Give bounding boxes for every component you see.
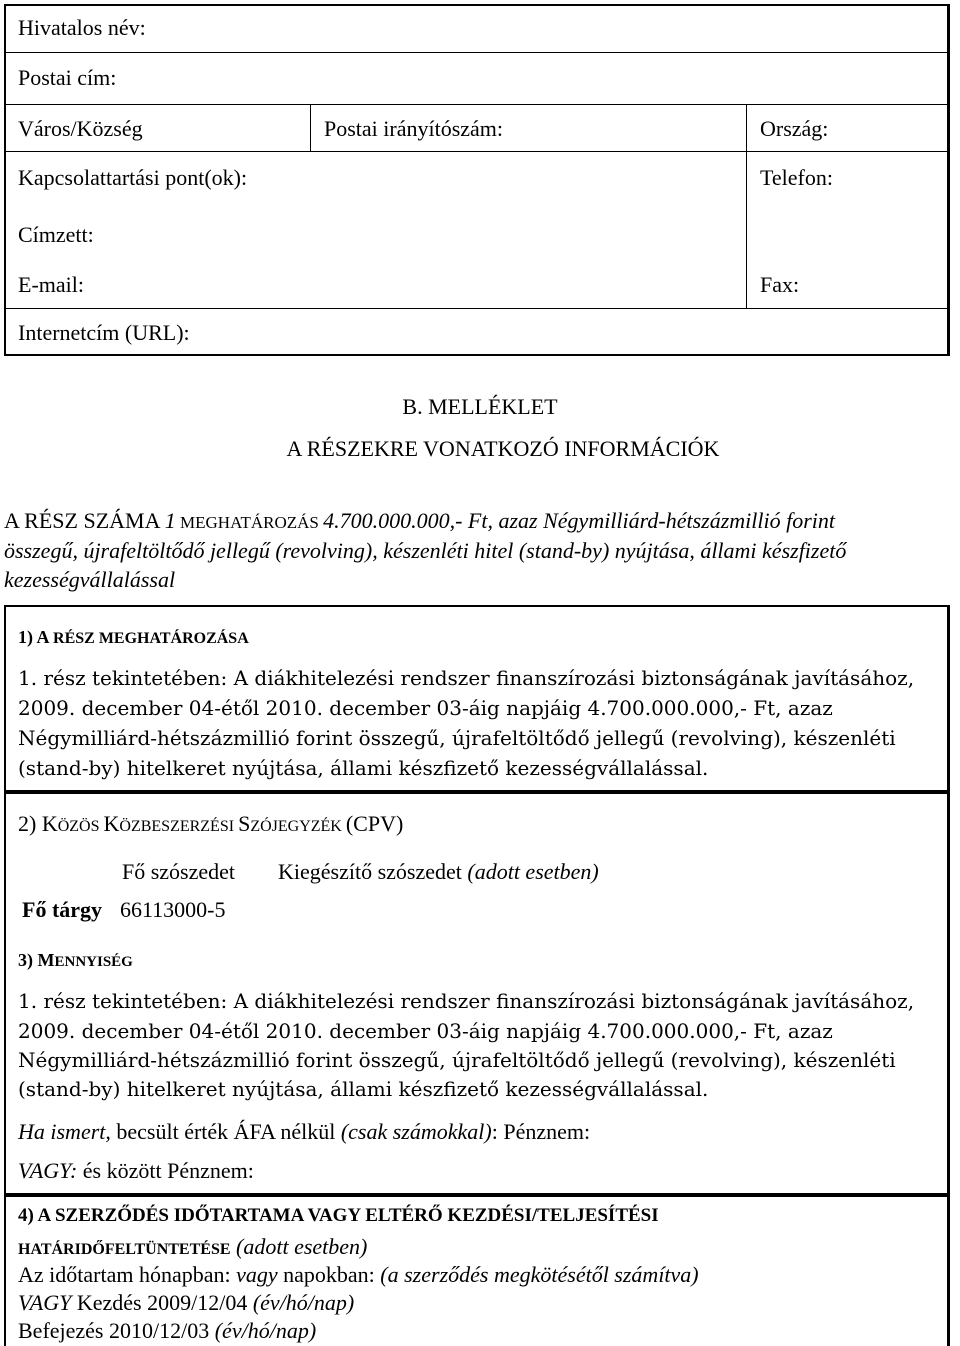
part-number: 1 [164,508,176,533]
part-header-line2: összegű, újrafeltöltődő jellegű (revolving), készenléti hitel (stand-by) nyújtása, állami készfizető [4,538,847,563]
start-date-line [18,1290,354,1316]
start-format: (év/hó/nap) [252,1290,355,1315]
estimated-value-d: : Pénznem: [491,1119,591,1144]
duration-d: (a szerződés megkötésétől számítva) [380,1262,699,1287]
part-header-line3: kezességvállalással [4,567,176,592]
duration-line [18,1262,699,1288]
phone-label: Telefon: [760,165,833,190]
country-label: Ország: [760,116,829,141]
cpv-code: 66113000-5 [120,897,226,922]
city-label: Város/Község [18,116,143,141]
duration-c: napokban: [277,1262,381,1287]
section1-heading-text: RÉSZ MEGHATÁROZÁSA [53,630,249,647]
duration-b: vagy [236,1262,278,1287]
annex-title: B. MELLÉKLET [402,394,558,419]
row-divider [6,308,947,309]
section1-line: 2009. december 04-étől 2010. december 03-áig napjáig 4.700.000.000,- Ft, azaz [18,696,833,720]
section4-heading-line2 [18,1234,367,1260]
section3-heading-b: ENNYISÉG [54,954,133,970]
section3-line: (stand-by) hitelkeret nyújtása, állami készfizető kezességvállalással. [18,1077,709,1101]
section3-line: 2009. december 04-étől 2010. december 03-áig napjáig 4.700.000.000,- Ft, azaz [18,1019,833,1043]
section3-line: Négymilliárd-hétszázmillió forint összegű, újrafeltöltődő jellegű (revolving), készenléti [18,1048,896,1072]
section2-heading-b: ÖZÖS [57,818,104,835]
section3-heading-a: 3) M [18,950,55,970]
postal-address-label: Postai cím: [18,65,117,90]
official-name-label: Hivatalos név: [18,15,146,40]
end-format: (év/hó/nap) [214,1318,317,1343]
column-divider [746,104,747,308]
section2-heading [18,811,403,837]
range-or: VAGY: [18,1158,78,1183]
part-header-line1 [4,508,835,534]
main-vocabulary-header: Fő szószedet [122,859,236,884]
postal-code-label: Postai irányítószám: [324,116,504,141]
section1-heading-num: 1) A [18,627,54,647]
estimated-value-line [18,1119,590,1145]
part-definition-text: 4.700.000.000,- Ft, azaz Négymilliárd-hétszázmillió forint [323,508,836,533]
url-label: Internetcím (URL): [18,320,190,345]
contact-points-label: Kapcsolattartási pont(ok): [18,165,248,190]
estimated-value-c: (csak számokkal) [340,1119,492,1144]
end-date: Befejezés 2010/12/03 [18,1318,215,1343]
row-divider [6,151,947,152]
section2-heading-f: ZÓJEGYZÉK [250,818,346,835]
section2-heading-e: S [238,811,251,836]
section4-heading-line1: 4) A SZERZŐDÉS IDŐTARTAMA VAGY ELTÉRŐ KEZDÉSI/TELJESÍTÉSI [18,1205,659,1226]
section1-line: Négymilliárd-hétszázmillió forint összegű, újrafeltöltődő jellegű (revolving), készenléti [18,726,896,750]
range-text: és között Pénznem: [77,1158,254,1183]
column-divider [310,104,311,151]
row-divider [6,104,947,105]
section2-heading-c: K [103,811,120,836]
section3-heading [18,950,133,971]
start-date: Kezdés 2009/12/04 [71,1290,253,1315]
start-or: VAGY [18,1290,72,1315]
email-label: E-mail: [18,272,84,297]
end-date-line [18,1318,316,1344]
range-line [18,1158,254,1184]
duration-a: Az időtartam hónapban: [18,1262,237,1287]
section4-heading-text: HATÁRIDŐFELTÜNTETÉSE [18,1241,231,1258]
section2-heading-d: ÖZBESZERZÉSI [119,818,239,835]
addressee-label: Címzett: [18,222,94,247]
supplementary-vocabulary-note: (adott esetben) [461,859,599,884]
row-divider [6,52,947,53]
main-object-label: Fő tárgy [22,897,103,922]
fax-label: Fax: [760,272,800,297]
supplementary-vocabulary-label: Kiegészítő szószedet [278,859,462,884]
section3-line: 1. rész tekintetében: A diákhitelezési rendszer finanszírozási biztonságának javításához, [18,989,915,1013]
estimated-value-a: Ha ismert, [18,1119,111,1144]
part-definition-label: MEGHATÁROZÁS [175,513,324,532]
section1-line: 1. rész tekintetében: A diákhitelezési rendszer finanszírozási biztonságának javításához, [18,666,915,690]
supplementary-vocabulary-header [278,859,599,885]
section4-heading-note: (adott esetben) [230,1234,368,1259]
section2-heading-g: (CPV) [345,811,404,836]
estimated-value-b: becsült érték ÁFA nélkül [110,1119,341,1144]
annex-subtitle: A RÉSZEKRE VONATKOZÓ INFORMÁCIÓK [286,436,720,461]
section1-line: (stand-by) hitelkeret nyújtása, állami készfizető kezességvállalással. [18,756,709,780]
section2-heading-a: 2) K [18,811,58,836]
section1-heading [18,627,249,648]
part-number-prefix: A RÉSZ SZÁMA [4,508,165,533]
